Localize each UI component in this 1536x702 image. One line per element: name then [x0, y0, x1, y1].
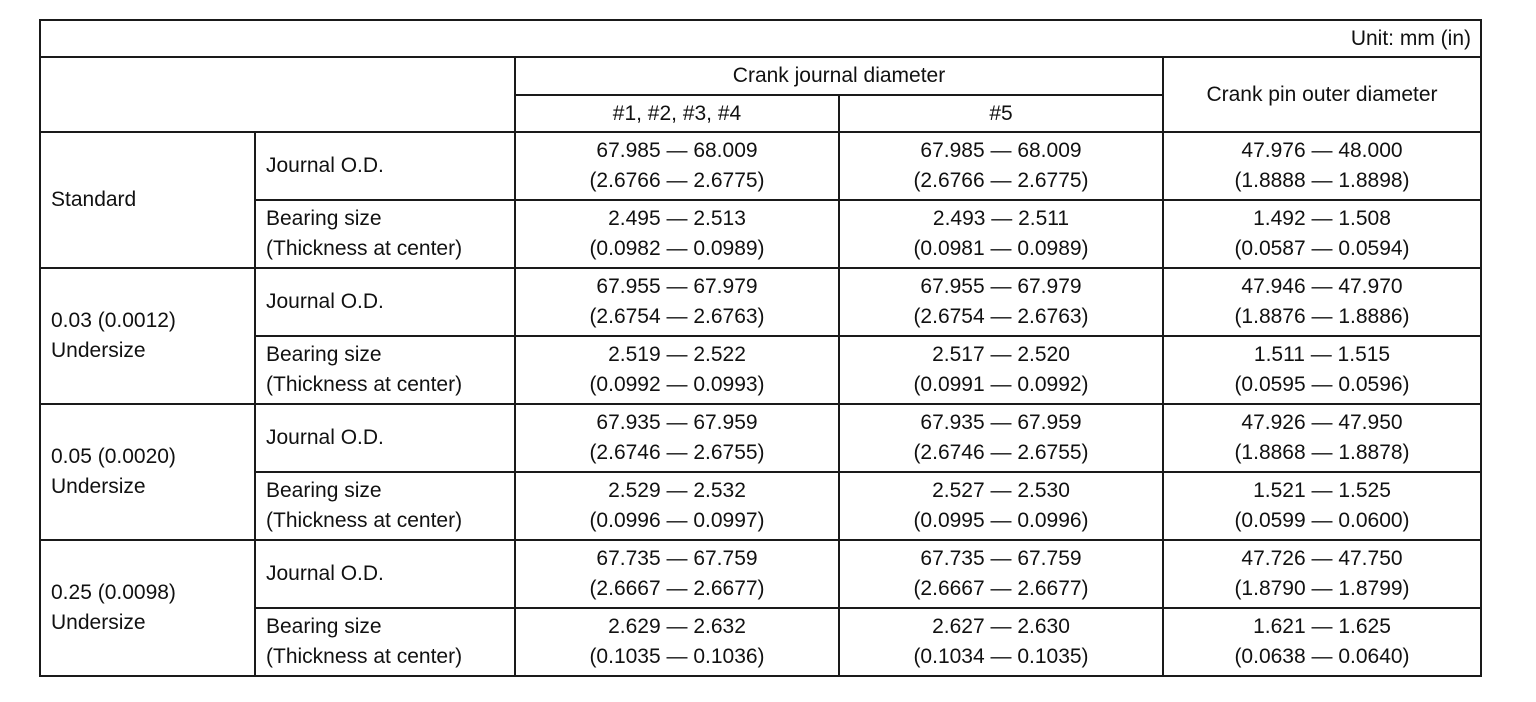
- value-cell-c3: [1163, 472, 1481, 540]
- value-in: (0.1035 — 0.1036): [589, 645, 765, 668]
- value-in: (2.6746 — 2.6755): [913, 441, 1089, 464]
- item-cell: [255, 608, 515, 676]
- value-mm: 47.976 — 48.000: [1241, 139, 1403, 162]
- value-mm: 2.629 — 2.632: [608, 615, 746, 638]
- value-cell-c3: [1163, 608, 1481, 676]
- value-mm: 67.935 — 67.959: [596, 411, 758, 434]
- header-row-1: [40, 57, 1481, 95]
- size-group-cell: [40, 404, 255, 540]
- value-cell-c2: [839, 336, 1163, 404]
- value-mm: 67.985 — 68.009: [920, 139, 1082, 162]
- value-cell-c2: [839, 200, 1163, 268]
- value-mm: 2.495 — 2.513: [608, 207, 746, 230]
- table-row: [40, 132, 1481, 200]
- table-row: [40, 540, 1481, 608]
- value-in: (2.6754 — 2.6763): [589, 305, 765, 328]
- table-row: [40, 404, 1481, 472]
- size-group-cell: [40, 268, 255, 404]
- value-in: (0.0996 — 0.0997): [589, 509, 765, 532]
- value-cell-c1: [515, 336, 839, 404]
- journal-1-4-header: #1, #2, #3, #4: [515, 95, 839, 132]
- value-mm: 1.492 — 1.508: [1253, 207, 1391, 230]
- value-cell-c2: [839, 404, 1163, 472]
- value-mm: 2.627 — 2.630: [932, 615, 1070, 638]
- value-cell-c1: [515, 200, 839, 268]
- value-cell-c3: [1163, 132, 1481, 200]
- item-label: Journal O.D.: [266, 154, 384, 177]
- value-mm: 67.935 — 67.959: [920, 411, 1082, 434]
- value-in: (0.0991 — 0.0992): [913, 373, 1089, 396]
- size-group-label: 0.25 (0.0098): [51, 581, 176, 604]
- spec-table: [39, 19, 1482, 677]
- item-label: Bearing size: [266, 343, 382, 366]
- item-cell: [255, 404, 515, 472]
- value-cell-c1: [515, 132, 839, 200]
- value-cell-c3: [1163, 200, 1481, 268]
- value-in: (1.8868 — 1.8878): [1234, 441, 1410, 464]
- table-row: [40, 336, 1481, 404]
- value-cell-c2: [839, 268, 1163, 336]
- item-cell: [255, 200, 515, 268]
- item-sublabel: (Thickness at center): [266, 645, 463, 668]
- value-cell-c3: [1163, 540, 1481, 608]
- value-cell-c1: [515, 472, 839, 540]
- value-cell-c2: [839, 132, 1163, 200]
- value-in: (0.0638 — 0.0640): [1234, 645, 1410, 668]
- size-group-label: 0.03 (0.0012): [51, 309, 176, 332]
- crank-pin-outer-diameter-header: Crank pin outer diameter: [1163, 57, 1481, 132]
- value-in: (0.0595 — 0.0596): [1234, 373, 1410, 396]
- value-cell-c1: [515, 608, 839, 676]
- item-label: Bearing size: [266, 207, 382, 230]
- item-label: Bearing size: [266, 479, 382, 502]
- item-cell: [255, 132, 515, 200]
- item-cell: [255, 268, 515, 336]
- value-mm: 47.726 — 47.750: [1241, 547, 1403, 570]
- value-mm: 67.955 — 67.979: [596, 275, 758, 298]
- value-in: (2.6766 — 2.6775): [913, 169, 1089, 192]
- value-mm: 67.955 — 67.979: [920, 275, 1082, 298]
- value-in: (1.8790 — 1.8799): [1234, 577, 1410, 600]
- table-row: [40, 608, 1481, 676]
- table-row: [40, 268, 1481, 336]
- header-blank-cell: [40, 57, 515, 132]
- item-cell: [255, 540, 515, 608]
- item-cell: [255, 472, 515, 540]
- value-cell-c2: [839, 472, 1163, 540]
- value-mm: 1.621 — 1.625: [1253, 615, 1391, 638]
- unit-row: [40, 20, 1481, 57]
- item-sublabel: (Thickness at center): [266, 373, 463, 396]
- value-mm: 1.521 — 1.525: [1253, 479, 1391, 502]
- value-cell-c3: [1163, 404, 1481, 472]
- value-in: (0.0992 — 0.0993): [589, 373, 765, 396]
- size-group-cell: [40, 132, 255, 268]
- crank-journal-diameter-header: Crank journal diameter: [515, 57, 1163, 95]
- value-in: (2.6766 — 2.6775): [589, 169, 765, 192]
- value-in: (2.6746 — 2.6755): [589, 441, 765, 464]
- value-mm: 67.735 — 67.759: [596, 547, 758, 570]
- value-in: (1.8888 — 1.8898): [1234, 169, 1410, 192]
- value-in: (0.0587 — 0.0594): [1234, 237, 1410, 260]
- item-sublabel: (Thickness at center): [266, 509, 463, 532]
- value-mm: 2.529 — 2.532: [608, 479, 746, 502]
- value-cell-c1: [515, 540, 839, 608]
- value-cell-c2: [839, 608, 1163, 676]
- journal-5-header: #5: [839, 95, 1163, 132]
- value-mm: 67.735 — 67.759: [920, 547, 1082, 570]
- item-label: Journal O.D.: [266, 426, 384, 449]
- value-in: (0.0981 — 0.0989): [913, 237, 1089, 260]
- size-group-sublabel: Undersize: [51, 611, 146, 634]
- value-mm: 47.946 — 47.970: [1241, 275, 1403, 298]
- value-in: (0.1034 — 0.1035): [913, 645, 1089, 668]
- size-group-label: 0.05 (0.0020): [51, 445, 176, 468]
- unit-label: Unit: mm (in): [40, 20, 1481, 57]
- item-label: Bearing size: [266, 615, 382, 638]
- value-mm: 2.527 — 2.530: [932, 479, 1070, 502]
- value-mm: 2.493 — 2.511: [932, 207, 1070, 230]
- value-in: (1.8876 — 1.8886): [1234, 305, 1410, 328]
- value-cell-c2: [839, 540, 1163, 608]
- value-cell-c1: [515, 404, 839, 472]
- item-label: Journal O.D.: [266, 290, 384, 313]
- value-cell-c1: [515, 268, 839, 336]
- value-in: (2.6667 — 2.6677): [913, 577, 1089, 600]
- size-group-sublabel: Undersize: [51, 475, 146, 498]
- item-sublabel: (Thickness at center): [266, 237, 463, 260]
- value-in: (0.0982 — 0.0989): [589, 237, 765, 260]
- value-in: (2.6667 — 2.6677): [589, 577, 765, 600]
- value-cell-c3: [1163, 336, 1481, 404]
- table-row: [40, 472, 1481, 540]
- value-mm: 2.517 — 2.520: [932, 343, 1070, 366]
- value-in: (0.0599 — 0.0600): [1234, 509, 1410, 532]
- item-label: Journal O.D.: [266, 562, 384, 585]
- table-row: [40, 200, 1481, 268]
- item-cell: [255, 336, 515, 404]
- size-group-sublabel: Undersize: [51, 339, 146, 362]
- size-group-cell: [40, 540, 255, 676]
- value-mm: 47.926 — 47.950: [1241, 411, 1403, 434]
- value-in: (0.0995 — 0.0996): [913, 509, 1089, 532]
- size-group-label: Standard: [51, 188, 137, 211]
- value-mm: 2.519 — 2.522: [608, 343, 746, 366]
- value-in: (2.6754 — 2.6763): [913, 305, 1089, 328]
- value-mm: 1.511 — 1.515: [1253, 343, 1391, 366]
- value-mm: 67.985 — 68.009: [596, 139, 758, 162]
- value-cell-c3: [1163, 268, 1481, 336]
